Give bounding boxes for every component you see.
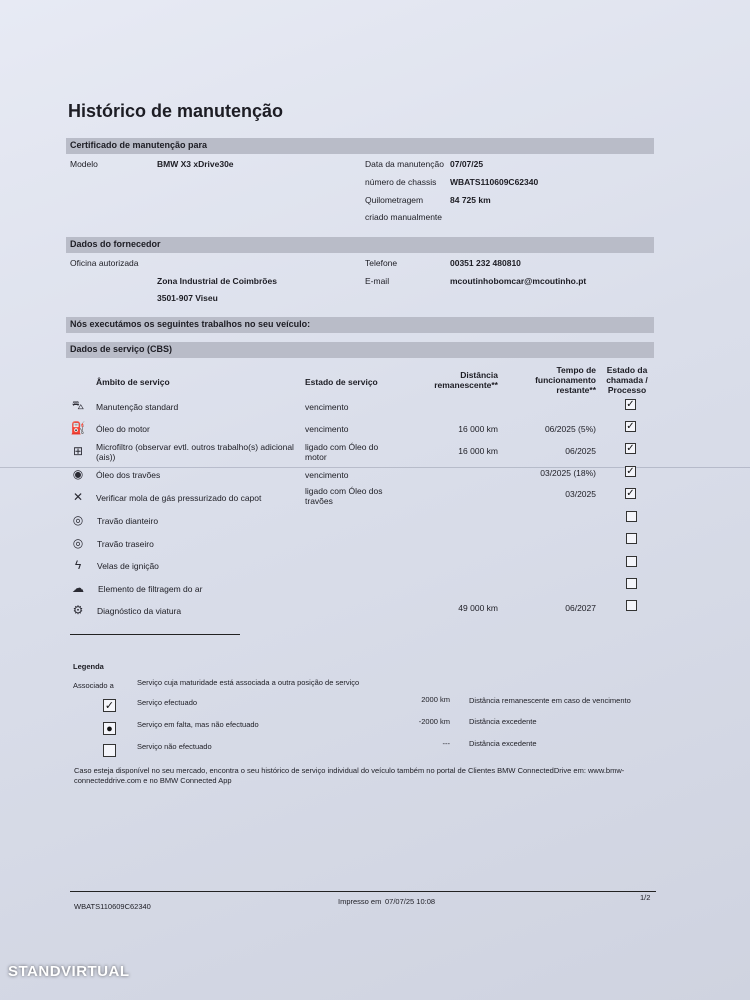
row-state-checkbox [626, 533, 637, 544]
legend-missing-checkbox: ● [103, 722, 116, 735]
row-time: 06/2027 [565, 603, 596, 613]
row-status: vencimento [305, 424, 349, 434]
legend-done: Serviço efectuado [137, 698, 198, 707]
row-scope: Verificar mola de gás pressurizado do capot [96, 493, 262, 503]
legend-km-none: --- [442, 739, 450, 748]
chassis-label: número de chassis [365, 177, 437, 187]
row-scope: Microfiltro (observar evtl. outros trabalho(s) adicional (ais)) [96, 442, 294, 462]
row-scope: Travão traseiro [97, 539, 154, 549]
supplier-header: Dados do fornecedor [66, 237, 654, 253]
table-end-rule [70, 634, 240, 635]
row-status: ligado com Óleo do motor [305, 442, 379, 462]
chassis-value: WBATS110609C62340 [450, 177, 539, 187]
oil-can-icon: ⛽ [70, 421, 86, 435]
row-state-checkbox [626, 578, 637, 589]
email-label: E-mail [365, 276, 390, 286]
row-scope: Elemento de filtragem do ar [98, 584, 203, 594]
col-distance-header: Distância remanescente** [434, 370, 498, 390]
printed-value: 07/07/25 10:08 [385, 897, 436, 906]
row-time: 03/2025 (18%) [540, 468, 596, 478]
row-time: 06/2025 (5%) [544, 424, 596, 434]
work-header: Nós executámos os seguintes trabalhos no seu veículo: [66, 317, 654, 333]
row-state-checkbox [626, 600, 637, 611]
legend-not-done: Serviço não efectuado [137, 742, 212, 751]
certificate-header: Certificado de manutenção para [66, 138, 654, 154]
row-state-checkbox: ✓ [626, 465, 635, 477]
tools-icon: ✕ [72, 490, 84, 504]
spark-plug-icon: ϟ [74, 558, 82, 572]
front-brake-icon: ◎ [72, 513, 84, 527]
col-status-header: Estado de serviço [305, 377, 378, 387]
legend-km-positive-desc: Distância remanescente em caso de vencimento [469, 696, 631, 705]
rear-brake-icon: ◎ [72, 536, 84, 550]
row-distance: 49 000 km [458, 603, 498, 613]
microfilter-icon: ⊞ [72, 444, 84, 458]
row-distance: 16 000 km [458, 424, 498, 434]
portal-note-line1: Caso esteja disponível no seu mercado, encontra o seu histórico de serviço individual do veículo também no portal de Clientes BMW ConnectedDrive em: www.bmw- [74, 766, 625, 775]
row-state-checkbox: ✓ [626, 442, 635, 454]
brake-fluid-icon: ◉ [72, 467, 84, 481]
legend-km-positive: 2000 km [421, 695, 450, 704]
row-state-checkbox: ✓ [626, 487, 635, 499]
row-state-checkbox: ✓ [626, 420, 635, 432]
legend-title: Legenda [73, 662, 104, 671]
legend-km-none-desc: Distância excedente [469, 739, 537, 748]
cbs-header: Dados de serviço (CBS) [66, 342, 654, 358]
printed-label: Impresso em [338, 897, 382, 906]
row-scope: Óleo do motor [96, 424, 150, 434]
row-state-checkbox [626, 511, 637, 522]
vehicle-check-icon: ⚙ [72, 603, 84, 617]
row-scope: Travão dianteiro [97, 516, 159, 526]
row-status: vencimento [305, 470, 349, 480]
row-state-checkbox [626, 556, 637, 567]
mileage-value: 84 725 km [450, 195, 491, 205]
legend-km-negative: -2000 km [418, 717, 450, 726]
mileage-label: Quilometragem [365, 195, 424, 205]
air-filter-icon: ☁ [72, 581, 84, 595]
row-scope: Velas de ignição [97, 561, 159, 571]
phone-label: Telefone [365, 258, 398, 268]
car-lift-icon: ⛍ [71, 398, 85, 412]
legend-done-checkbox: ✓ [104, 700, 115, 712]
address-line2: 3501-907 Viseu [157, 293, 218, 303]
row-scope: Manutenção standard [96, 402, 179, 412]
row-state-checkbox: ✓ [626, 398, 635, 410]
legend-associated-label: Associado a [73, 681, 114, 690]
legend-missing: Serviço em falta, mas não efectuado [137, 720, 259, 729]
row-scope: Óleo dos travões [96, 470, 161, 480]
col-time-header: Tempo de funcionamento restante** [535, 365, 596, 395]
workshop-label: Oficina autorizada [70, 258, 139, 268]
phone-value: 00351 232 480810 [450, 258, 521, 268]
manual-label: criado manualmente [365, 212, 443, 222]
date-value: 07/07/25 [450, 159, 484, 169]
row-time: 03/2025 [565, 489, 596, 499]
row-status: vencimento [305, 402, 349, 412]
date-label: Data da manutenção [365, 159, 444, 169]
page-title: Histórico de manutenção [68, 101, 284, 121]
legend-km-negative-desc: Distância excedente [469, 717, 537, 726]
model-value: BMW X3 xDrive30e [157, 159, 234, 169]
col-state-header: Estado da chamada / Processo [606, 365, 648, 395]
row-scope: Diagnóstico da viatura [97, 606, 182, 616]
portal-note-line2: connecteddrive.com e no BMW Connected App [74, 776, 232, 785]
address-line1: Zona Industrial de Coimbrões [157, 276, 277, 286]
email-value: mcoutinhobomcar@mcoutinho.pt [450, 276, 587, 286]
page-number: 1/2 [640, 893, 651, 902]
footer-rule [70, 891, 656, 892]
legend-not-done-checkbox [103, 744, 116, 757]
row-status: ligado com Óleo dos travões [305, 486, 383, 506]
standvirtual-watermark: STANDVIRTUAL [8, 963, 130, 980]
model-label: Modelo [70, 159, 98, 169]
row-distance: 16 000 km [458, 446, 498, 456]
legend-associated-desc: Serviço cuja maturidade está associada a outra posição de serviço [137, 678, 360, 687]
paper-fold [0, 467, 750, 468]
row-time: 06/2025 [565, 446, 596, 456]
footer-chassis: WBATS110609C62340 [74, 902, 151, 911]
col-scope-header: Âmbito de serviço [96, 377, 170, 387]
